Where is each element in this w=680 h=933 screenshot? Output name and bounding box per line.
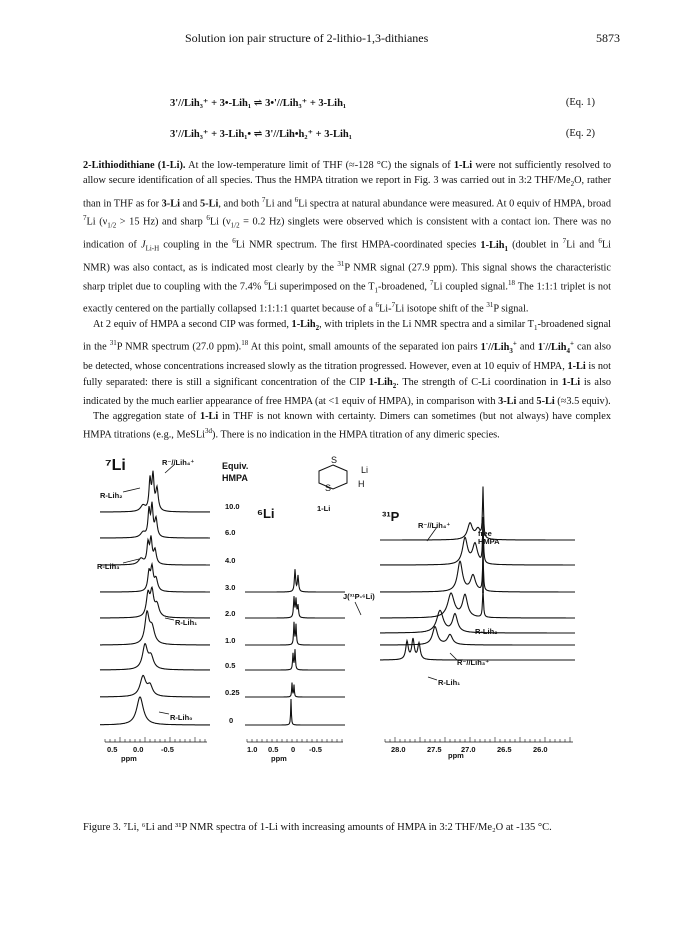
panel-label-7li: ⁷Li [105,457,126,474]
axis-7li-tick: 0.5 [107,745,118,754]
equation-1-number: (Eq. 1) [565,97,595,108]
arrow [450,653,457,660]
nmr-figure [95,455,615,790]
paragraph: At 2 equiv of HMPA a second CIP was formed, 1-Lih$_2$, with triplets in the Li NMR spectra and a similar $T_1$-broadened signal in the $^{31}$P NMR spectrum (27.0 ppm).$^{18}$ At this point, small amounts of the separated ion pairs 1-//Lih$_3$+ and 1-//Lih$_4$+ can also be detected, whose concentrations increased slowly as the titration progressed. However, even at 10 equiv of HMPA, 1-Li is not fully separated: there is still a significant concentration of the CIP 1-Lih$_2$. The strength of C-Li coordination in 1-Li is also indicated by the much earlier appearance of free HMPA (at <1 equiv of HMPA), in comparison with 3-Li and 5-Li (≈3.5 equiv). [83,319,612,407]
arrow [159,712,169,714]
spectrum-7li-trace [100,502,210,538]
arrow [165,618,174,620]
annotation-r-lih0: R-Lih₀ [170,713,193,722]
spectrum-6li-trace [245,649,345,670]
equiv-value: 0.25 [225,688,240,697]
axis-ppm-label: ppm [448,751,464,760]
structure-atom-li: Li [361,465,369,475]
axis-ppm-label: ppm [121,754,137,763]
running-title: Solution ion pair structure of 2-lithio-1,3-dithianes [185,31,429,45]
annotation-j-coupling: J(³¹P-⁶Li) [343,592,375,601]
annotation-r-lih2-top: R-Lih₂ [100,491,123,500]
paragraph: The aggregation state of 1-Li in THF is not known with certainty. Dimers can sometimes (but not always) have complex HMPA titrations (e.g., MeSLi$^{3d}$). There is no indication in the HMPA titration of any dimeric species. [83,411,612,441]
annotation-p-r-lih4: R⁻//Lih₄⁺ [418,521,451,530]
spectrum-7li-trace [100,535,210,565]
axis-7li-tick: -0.5 [161,745,174,754]
axis-31p-tick: 27.0 [461,745,476,754]
equiv-value: 1.0 [225,636,236,645]
annotation-p-r-lih1: R-Lih₁ [438,678,461,687]
structure-atom-s: S [331,455,338,465]
spectrum-7li-trace [100,675,210,697]
spectrum-6li-trace [245,622,345,645]
annotation-p-r-lih2: R-Lih₂ [475,627,498,636]
spectrum-31p-trace [380,556,575,592]
equation-1 [170,97,610,113]
equiv-value: 4.0 [225,556,236,565]
spectrum-6li-trace [245,683,345,698]
arrow [123,488,140,492]
annotation-r-lih3: R-Lih₃ [97,562,120,571]
spectrum-7li-trace [100,644,210,670]
equiv-header: Equiv. [222,461,249,471]
spectrum-31p-trace [380,589,575,618]
panel-label-31p: ³¹P [382,509,400,524]
axis-6li-tick: -0.5 [309,745,322,754]
equiv-value: 3.0 [225,583,236,592]
hmpa-header: HMPA [222,473,248,483]
equation-2-number: (Eq. 2) [565,128,595,139]
page-number: 5873 [596,31,620,45]
dithiane-ring [319,465,347,489]
annotation-p-r-lih3: R⁻//Lih₃⁺ [457,658,490,667]
equation-2 [170,128,610,144]
equation-1-body: 3'//Lih₃⁺ + 3•-Lih₁ ⇌ 3•'//Lih₃⁺ + 3-Lih₁ [170,98,347,109]
equiv-value: 0.5 [225,661,236,670]
spectrum-7li-trace [100,611,210,645]
annotation-r-lih4-top: R⁻//Lih₄⁺ [162,458,195,467]
axis-6li-tick: 1.0 [247,745,258,754]
equiv-value: 0 [229,716,234,725]
spectrum-31p-trace [380,638,575,660]
equation-2-body: 3'//Lih₃⁺ + 3-Lih₁• ⇌ 3'//Lih•h₂⁺ + 3-Lih₁ [170,129,352,140]
figure-caption: Figure 3. ⁷Li, ⁶Li and ³¹P NMR spectra of 1-Li with increasing amounts of HMPA in 3:2 THF/Me₂O at -135 °C. [83,822,552,833]
annotation-r-lih1-7li: R-Lih₁ [175,618,198,627]
structure-atom-h: H [358,479,365,489]
spectrum-6li-trace [245,569,345,592]
axis-31p-tick: 28.0 [391,745,406,754]
arrow [428,677,437,680]
body-text [83,158,611,443]
axis-31p-tick: 27.5 [427,745,442,754]
equiv-value: 6.0 [225,528,236,537]
spectrum-7li-trace [100,697,210,725]
nmr-spectra-plot [95,455,615,790]
spectrum-6li-trace [245,699,345,725]
equiv-value: 2.0 [225,609,236,618]
axis-7li-tick: 0.0 [133,745,144,754]
structure-label: 1-Li [317,504,331,513]
structure-atom-s: S [325,483,332,493]
paragraph: 2-Lithiodithiane (1-Li). At the low-temperature limit of THF (≈-128 °C) the signals of 1-Li were not sufficiently resolved to allow secure identification of all species. Thus the HMPA titration we report in Fig. 3 was carried out in 3:2 THF/$Me_2O$, rather than in THF as for 3-Li and 5-Li, and both $^7$Li and $^6$Li spectra at natural abundance were measured. At 0 equiv of HMPA, broad $^7$Li ($\nu_{1/2} > 15$ Hz) and sharp $^6$Li ($\nu_{1/2} = 0.2$ Hz) singlets were observed which is consistent with a contact ion. There was no indication of $J_{Li-H}$ coupling in the $^6$Li NMR spectrum. The first HMPA-coordinated species 1-Lih$_1$ (doublet in $^7$Li and $^6$Li NMR) was also contact, as is indicated most clearly by the $^{31}$P NMR signal (27.9 ppm). This signal shows the characteristic sharp triplet due to coupling with the 7.4% $^6$Li superimposed on the $T_1$-broadened, $^7$Li coupled signal.$^{18}$ The 1:1:1 triplet is not exactly centered on the partially collapsed 1:1:1:1 quartet because of a $^6$Li-$^7$Li isotope shift of the $^{31}$P signal. [83,160,612,315]
panel-label-6li: ⁶Li [257,506,275,521]
axis-31p-tick: 26.5 [497,745,512,754]
spectrum-6li-trace [245,596,345,618]
annotation-free-hmpa: free HMPA [478,529,500,546]
equiv-value: 10.0 [225,502,240,511]
page-header [80,31,620,47]
axis-6li-tick: 0.5 [268,745,279,754]
axis-ppm-label: ppm [271,754,287,763]
axis-31p-tick: 26.0 [533,745,548,754]
axis-6li-tick: 0 [291,745,296,754]
arrow [355,602,361,615]
